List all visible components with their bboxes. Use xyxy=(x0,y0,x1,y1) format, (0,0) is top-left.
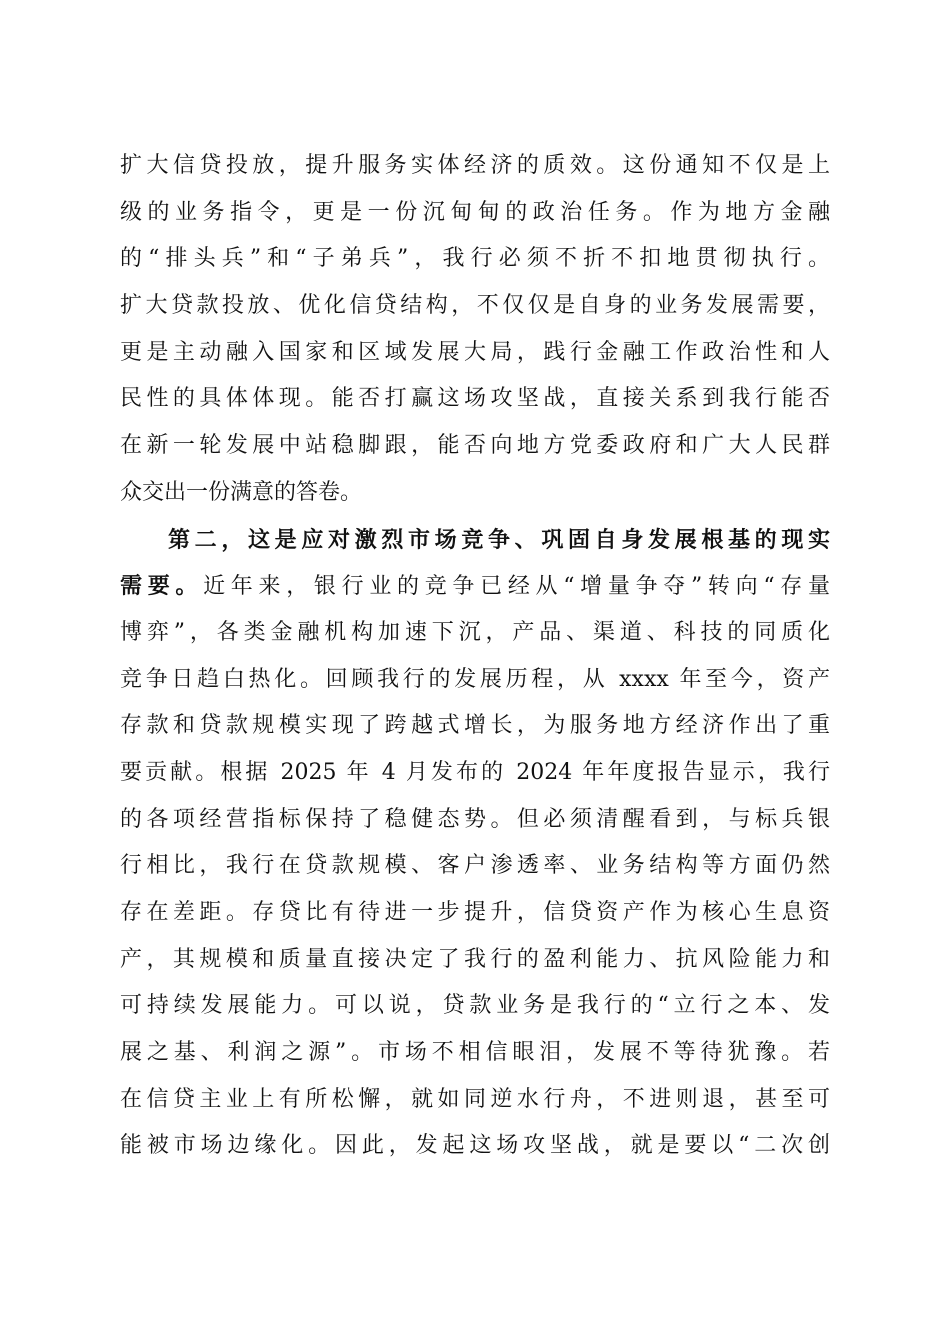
paragraph-2-line-11: 可持续发展能力。可以说，贷款业务是我行的“立行之本、发 xyxy=(120,993,830,1019)
paragraph-2-line-3: 博弈”，各类金融机构加速下沉，产品、渠道、科技的同质化 xyxy=(120,619,830,645)
paragraph-2-line-2 xyxy=(120,563,830,610)
paragraph-2-line-5: 存款和贷款规模实现了跨越式增长，为服务地方经济作出了重 xyxy=(120,713,830,739)
paragraph-2-heading-end: 需要。 xyxy=(120,573,204,600)
paragraph-2-line-13: 在信贷主业上有所松懈，就如同逆水行舟，不进则退，甚至可 xyxy=(120,1086,830,1112)
paragraph-2-line-4: 竞争日趋白热化。回顾我行的发展历程，从 xxxx 年至今，资产 xyxy=(120,666,830,692)
paragraph-1-line-6: 民性的具体体现。能否打赢这场攻坚战，直接关系到我行能否 xyxy=(120,386,830,412)
paragraph-1-line-7: 在新一轮发展中站稳脚跟，能否向地方党委政府和广大人民群 xyxy=(120,433,830,459)
paragraph-1-line-1: 扩大信贷投放，提升服务实体经济的质效。这份通知不仅是上 xyxy=(120,153,830,178)
paragraph-1-line-8: 众交出一份满意的答卷。 xyxy=(120,479,363,505)
paragraph-1-line-4: 扩大贷款投放、优化信贷结构，不仅仅是自身的业务发展需要， xyxy=(120,293,830,319)
paragraph-2-line-7: 的各项经营指标保持了稳健态势。但必须清醒看到，与标兵银 xyxy=(120,806,830,832)
paragraph-2-line-14: 能被市场边缘化。因此，发起这场攻坚战，就是要以“二次创 xyxy=(120,1133,830,1159)
paragraph-2-heading: 第二，这是应对激烈市场竞争、巩固自身发展根基的现实 xyxy=(168,526,830,553)
paragraph-1-line-5: 更是主动融入国家和区域发展大局，践行金融工作政治性和人 xyxy=(120,339,830,365)
paragraph-2-line-10: 产，其规模和质量直接决定了我行的盈利能力、抗风险能力和 xyxy=(120,946,830,972)
paragraph-2-line-6: 要贡献。根据 2025 年 4 月发布的 2024 年年度报告显示，我行 xyxy=(120,759,830,785)
paragraph-1-line-2: 级的业务指令，更是一份沉甸甸的政治任务。作为地方金融 xyxy=(120,199,830,225)
paragraph-1-line-3: 的“排头兵”和“子弟兵”，我行必须不折不扣地贯彻执行。 xyxy=(120,246,830,272)
document-body xyxy=(120,143,830,1170)
paragraph-2-line-12: 展之基、利润之源”。市场不相信眼泪，发展不等待犹豫。若 xyxy=(120,1040,830,1066)
paragraph-2-line-8: 行相比，我行在贷款规模、客户渗透率、业务结构等方面仍然 xyxy=(120,853,830,879)
paragraph-2-line-2-text: 近年来，银行业的竞争已经从“增量争夺”转向“存量 xyxy=(203,574,830,600)
paragraph-2-line-9: 存在差距。存贷比有待进一步提升，信贷资产作为核心生息资 xyxy=(120,900,830,925)
